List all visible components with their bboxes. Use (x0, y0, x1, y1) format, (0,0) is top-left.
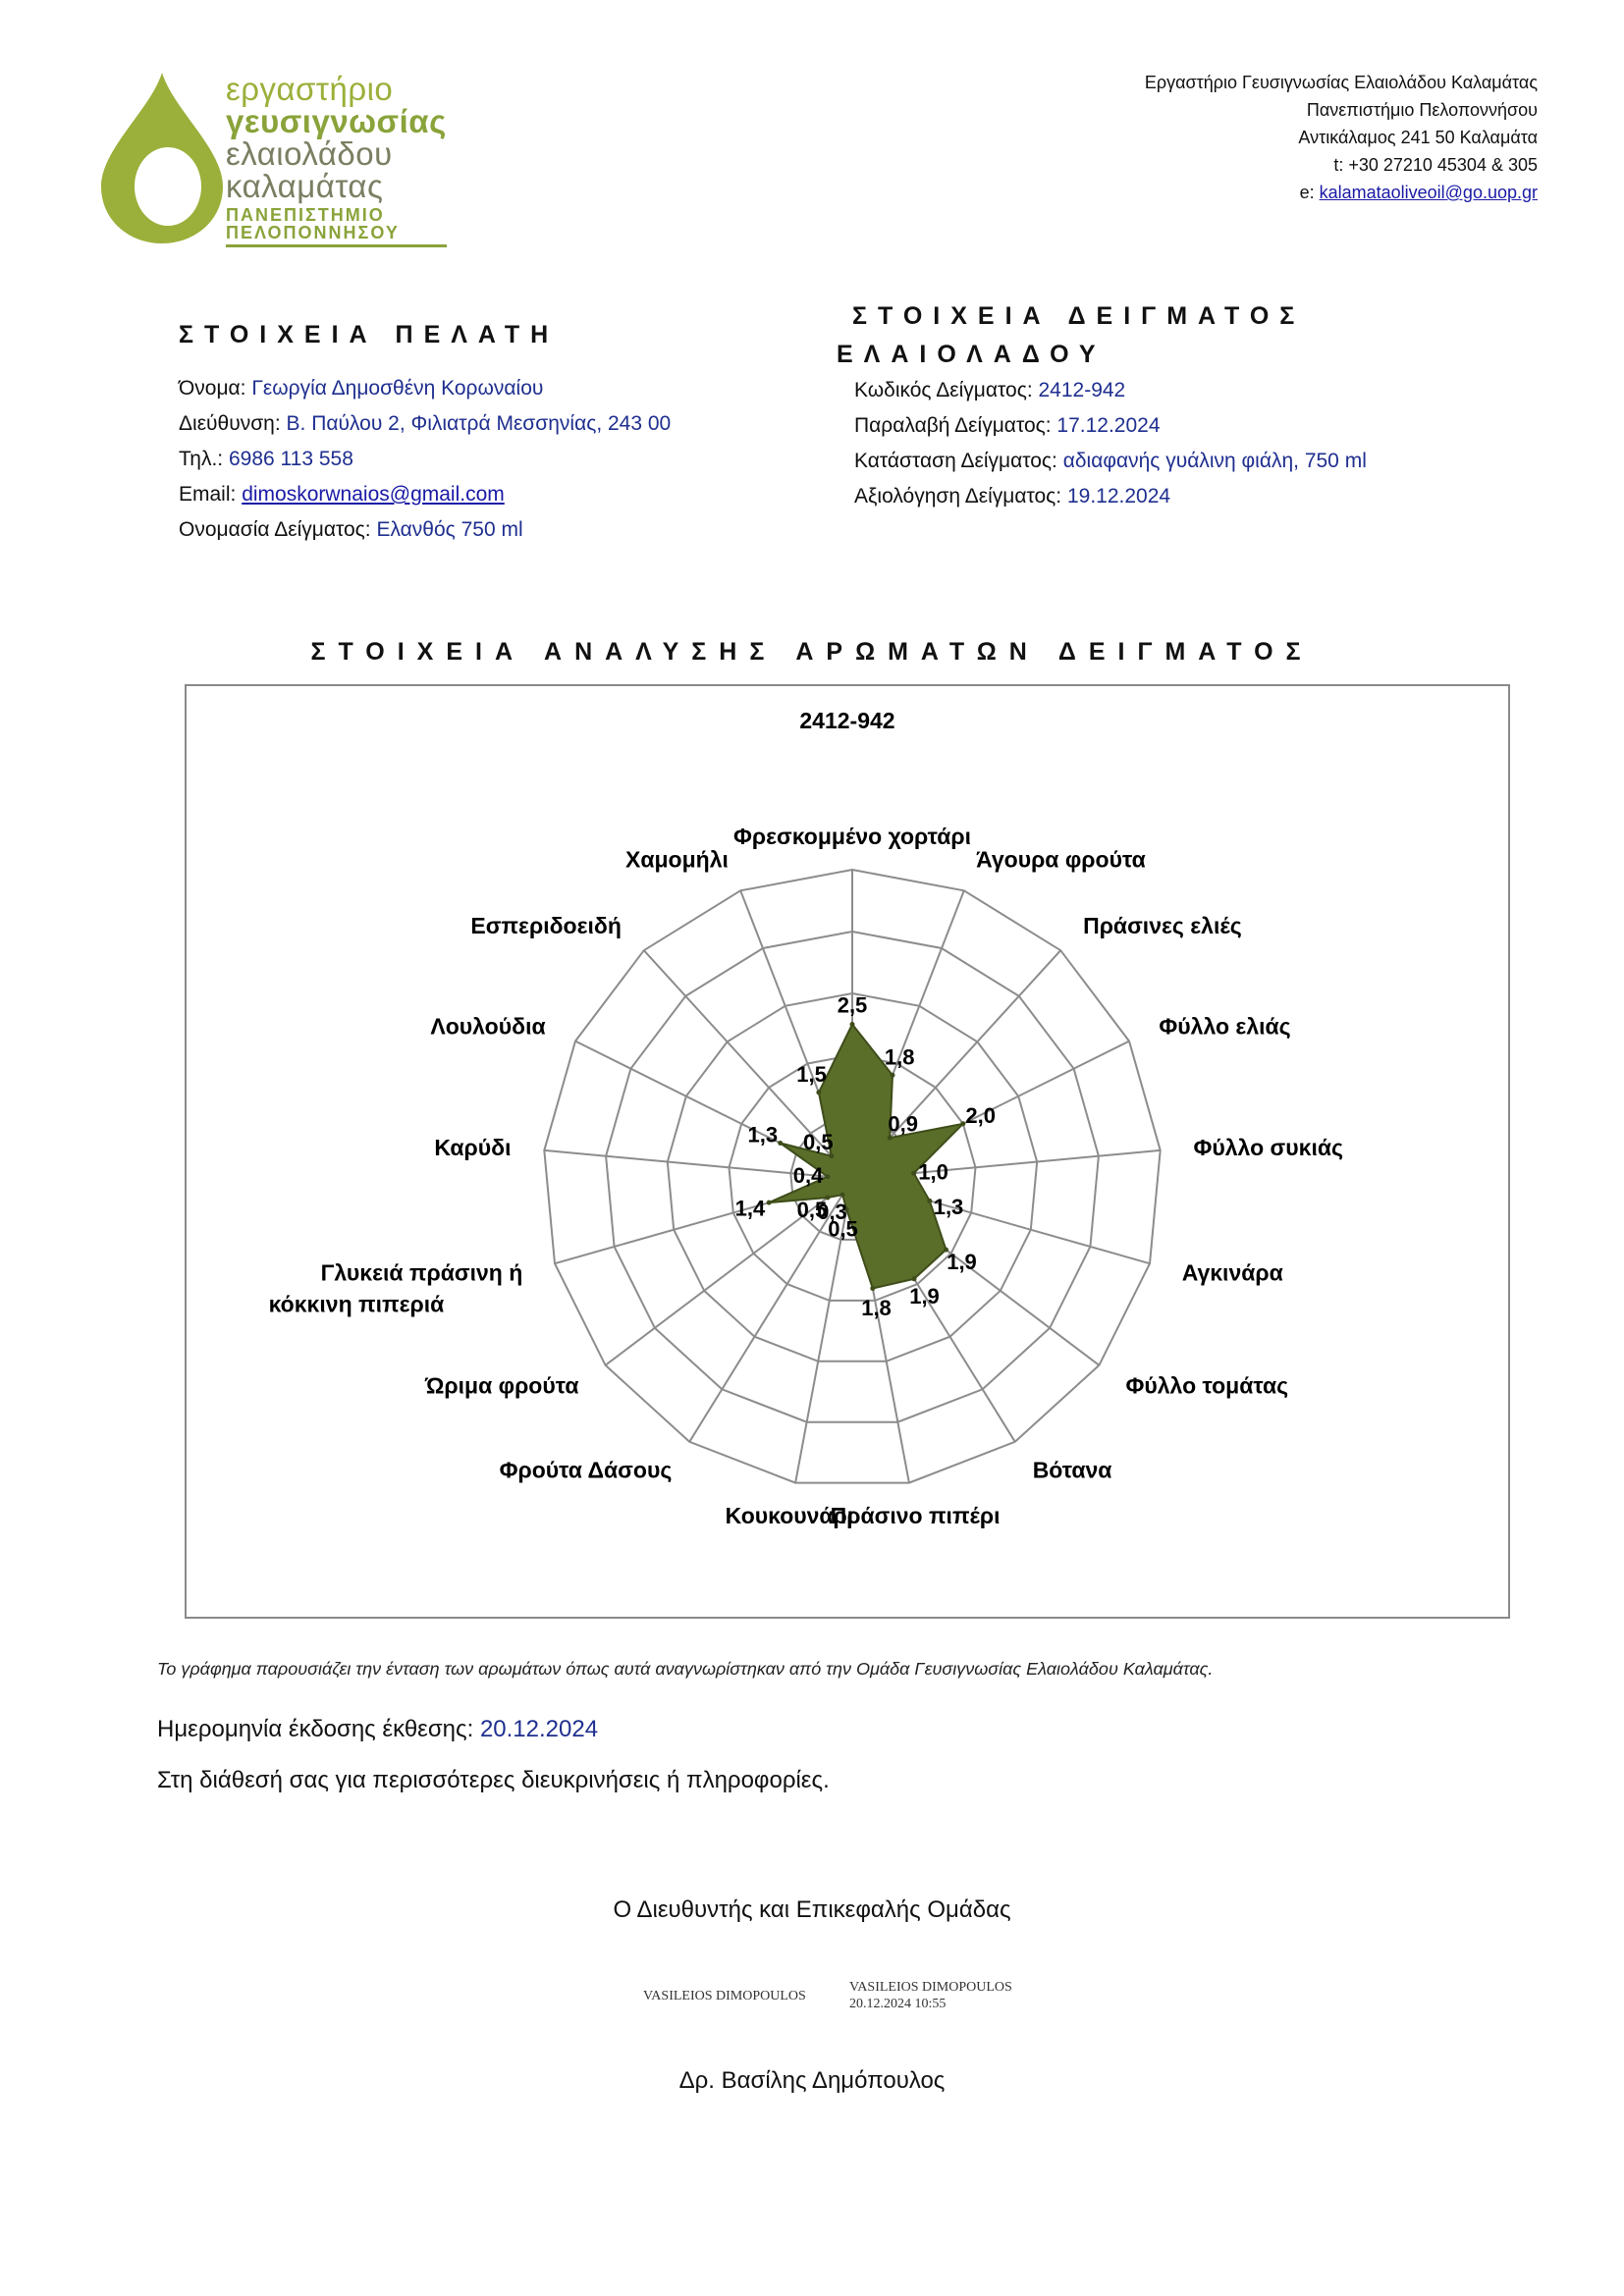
radar-point-9 (870, 1286, 875, 1291)
sample-heading-1: ΣΤΟΙΧΕΙΑ ΔΕΙΓΜΑΤΟΣ (852, 302, 1306, 330)
sample-condition-row (854, 444, 1367, 479)
client-phone: 6986 113 558 (228, 448, 353, 470)
logo-line-2: γευσιγνωσίας (226, 103, 447, 139)
radar-point-1 (850, 1022, 855, 1027)
radar-category-label-6: Αγκινάρα (1181, 1259, 1283, 1286)
lab-address: Αντικάλαμος 241 50 Καλαμάτα (1298, 128, 1538, 147)
client-phone-label: Τηλ.: (179, 448, 229, 470)
sample-evaluation-label: Αξιολόγηση Δείγματος: (854, 485, 1067, 507)
lab-name: Εργαστήριο Γευσιγνωσίας Ελαιολάδου Καλαμάτας (1144, 73, 1538, 92)
digital-signature-name: VASILEIOS DIMOPOULOS (849, 1980, 1012, 1995)
radar-value-label-16: 0,5 (803, 1129, 834, 1154)
radar-value-label-12: 0,5 (796, 1198, 828, 1222)
radar-value-label-14: 0,4 (792, 1162, 824, 1188)
radar-category-label-14: Καρύδι (434, 1134, 512, 1160)
client-email-link[interactable]: dimoskorwnaios@gmail.com (242, 483, 505, 506)
client-phone-row (179, 442, 671, 477)
radar-value-label-8: 1,9 (909, 1283, 940, 1308)
client-email-label: Email: (179, 483, 243, 506)
radar-value-label-15: 1,3 (747, 1122, 779, 1148)
sample-heading-2: ΕΛΑΙΟΛΑΔΟΥ (837, 341, 1107, 368)
sample-info (854, 373, 1367, 514)
sample-condition-label: Κατάσταση Δείγματος: (854, 450, 1063, 472)
lab-logo (93, 71, 447, 247)
radar-category-label-4: Φύλλο ελιάς (1159, 1013, 1291, 1040)
client-address-label: Διεύθυνση: (179, 412, 287, 435)
radar-value-label-13: 1,4 (734, 1196, 766, 1221)
logo-line-3: ελαιολάδου (226, 135, 393, 172)
radar-category-label-2: Άγουρα φρούτα (976, 846, 1146, 873)
sample-received-row (854, 408, 1367, 444)
radar-category-label-3: Πράσινες ελιές (1083, 913, 1242, 939)
client-info (179, 371, 671, 548)
client-sample-name-label: Ονομασία Δείγματος: (179, 518, 377, 541)
signature-role: Ο Διευθυντής και Επικεφαλής Ομάδας (613, 1896, 1011, 1923)
client-address: Β. Παύλου 2, Φιλιατρά Μεσσηνίας, 243 00 (286, 412, 672, 435)
sample-code-label: Κωδικός Δείγματος: (854, 379, 1039, 401)
issue-date-label: Ημερομηνία έκδοσης έκθεσης: (157, 1716, 480, 1742)
logo-line-1: εργαστήριο (226, 71, 394, 107)
radar-category-label-8: Βότανα (1032, 1457, 1112, 1483)
client-sample-name: Ελανθός 750 ml (376, 518, 523, 541)
issue-date-row (157, 1716, 598, 1743)
radar-category-label-11: Φρούτα Δάσους (499, 1457, 673, 1483)
client-email-row (179, 477, 671, 512)
radar-category-label-9: Πράσινο πιπέρι (830, 1503, 1001, 1529)
logo-university-2: ΠΕΛΟΠΟΝΝΗΣΟΥ (226, 224, 447, 247)
lab-phone: t: +30 27210 45304 & 305 (1333, 155, 1538, 175)
radar-category-label-1: Φρεσκομμένο χορτάρι (732, 824, 972, 849)
availability-text: Στη διάθεσή σας για περισσότερες διευκρινήσεις ή πληροφορίες. (157, 1767, 830, 1793)
client-sample-name-row (179, 512, 671, 548)
radar-point-16 (829, 1153, 834, 1158)
radar-point-13 (767, 1201, 772, 1205)
digital-signature-timestamp: 20.12.2024 10:55 (849, 1997, 947, 2011)
lab-university: Πανεπιστήμιο Πελοποννήσου (1306, 100, 1538, 120)
lab-email-row (1145, 179, 1538, 206)
client-address-row (179, 406, 671, 442)
radar-value-label-4: 2,0 (965, 1102, 996, 1128)
radar-category-label-13: Γλυκειά πράσινη ή κόκκινη πιπεριά (268, 1259, 523, 1317)
lab-email-prefix: e: (1299, 183, 1320, 202)
logo-text (226, 73, 447, 247)
radar-value-label-2: 1,8 (884, 1044, 915, 1070)
radar-value-label-5: 1,0 (918, 1159, 948, 1185)
olive-drop-icon (93, 71, 231, 247)
digital-signature-right (849, 1979, 1012, 2012)
sample-condition: αδιαφανής γυάλινη φιάλη, 750 ml (1062, 450, 1367, 472)
sample-evaluation-row (854, 479, 1367, 514)
sample-received: 17.12.2024 (1056, 414, 1161, 437)
analysis-heading: ΣΤΟΙΧΕΙΑ ΑΝΑΛΥΣΗΣ ΑΡΩΜΑΤΩΝ ΔΕΙΓΜΑΤΟΣ (310, 638, 1314, 666)
radar-value-label-10: 0,5 (828, 1216, 858, 1242)
radar-value-label-17: 1,5 (796, 1062, 827, 1088)
client-name: Γεωργία Δημοσθένη Κορωναίου (251, 377, 544, 400)
radar-category-label-10: Κουκουνάρι (725, 1503, 854, 1529)
lab-contact (1145, 69, 1538, 206)
radar-value-label-1: 2,5 (837, 992, 868, 1018)
radar-chart-frame (185, 684, 1510, 1619)
chart-title: 2412-942 (799, 708, 895, 733)
radar-point-11 (840, 1193, 845, 1198)
chart-caption: Το γράφημα παρουσιάζει την ένταση των αρωμάτων όπως αυτά αναγνωρίστηκαν από την Ομάδα Γευσιγνωσίας Ελαιολάδου Καλαμάτας. (157, 1659, 1214, 1679)
radar-category-label-17: Χαμομήλι (624, 846, 729, 873)
lab-email-link[interactable]: kalamataoliveoil@go.uop.gr (1319, 183, 1538, 202)
radar-point-5 (911, 1171, 916, 1176)
client-heading: ΣΤΟΙΧΕΙΑ ΠΕΛΑΤΗ (179, 321, 560, 348)
radar-category-label-5: Φύλλο συκιάς (1193, 1134, 1343, 1160)
logo-university-1: ΠΑΝΕΠΙΣΤΗΜΙΟ (226, 205, 385, 225)
sample-code: 2412-942 (1038, 379, 1126, 401)
radar-point-2 (891, 1073, 895, 1078)
radar-category-label-7: Φύλλο τομάτας (1125, 1372, 1289, 1399)
sample-code-row (854, 373, 1367, 408)
sample-evaluation: 19.12.2024 (1066, 485, 1171, 507)
logo-line-4: καλαμάτας (226, 168, 384, 204)
radar-category-label-12: Ώριμα φρούτα (425, 1372, 579, 1399)
radar-point-8 (912, 1276, 917, 1281)
client-name-label: Όνομα: (179, 377, 252, 400)
sample-received-label: Παραλαβή Δείγματος: (854, 414, 1057, 437)
radar-value-label-7: 1,9 (947, 1250, 977, 1275)
radar-category-label-15: Λουλούδια (430, 1013, 546, 1040)
client-name-row (179, 371, 671, 406)
radar-point-14 (825, 1174, 830, 1179)
radar-value-label-11: 0,3 (817, 1200, 847, 1225)
radar-point-3 (888, 1136, 893, 1141)
issue-date: 20.12.2024 (479, 1716, 599, 1742)
radar-value-label-6: 1,3 (933, 1194, 964, 1219)
radar-point-15 (778, 1141, 783, 1146)
signatory-name: Δρ. Βασίλης Δημόπουλος (678, 2067, 946, 2094)
radar-value-label-3: 0,9 (888, 1111, 918, 1137)
radar-value-label-9: 1,8 (861, 1296, 892, 1321)
radar-point-17 (816, 1090, 821, 1095)
radar-category-label-16: Εσπεριδοειδή (470, 913, 622, 939)
radar-point-6 (927, 1199, 932, 1203)
digital-signature-left: VASILEIOS DIMOPOULOS (643, 1989, 806, 2003)
radar-chart (187, 686, 1508, 1617)
